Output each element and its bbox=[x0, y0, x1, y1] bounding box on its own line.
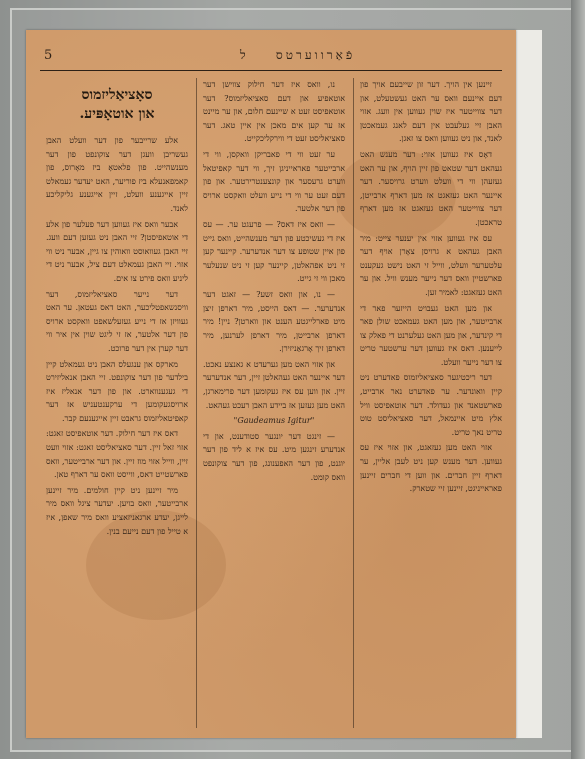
column-middle bbox=[196, 78, 345, 728]
column-left bbox=[40, 78, 188, 728]
page-number: 5 bbox=[44, 48, 53, 63]
paragraph: — נו, און וואס זשע? — זאגט דער אנדערער. — דאס הייסט, מיר דארפן זיצן מיט פארלייגטע הענט און ווארטן? ניין! מיר דארפן ארבייטן, מיר דארפן לערנען, מיר דארפן זיך אָרגאַניזירן. bbox=[203, 289, 345, 354]
paragraph: — וואס איז דאס? — פרעגט ער. — עס איז די געשיכטע פון דער מענשהייט, וואס גייט פון איין שטופע צו דער אנדערער. קיינער קען זי ניט אפהאלטן, קיינער קען זי ניט שנעלער מאכן ווי זי גייט. bbox=[203, 219, 345, 284]
paragraph: דאָס איז געווען אזוי: דער מענש האט געהאט דער שטאט פון זיין הויף, און ער האט געזעהן ווי די וועלט ווערט גרויסער. דער איינער האט געזאגט אז מען דארף ארבייטן, דער צווייטער האט געזאגט אז מען דארף טראכטן. bbox=[360, 149, 502, 227]
running-title bbox=[240, 48, 355, 63]
article-title bbox=[46, 86, 188, 124]
latin-quote: "Gaudeamus Igitur" bbox=[233, 416, 315, 426]
page-header bbox=[40, 40, 502, 71]
paragraph: מיר זיינען ניט קיין חולמים. מיר זיינען ארבייטער, וואס בויען. יעדער ציגל וואס מיר לייגן, יעדע ארגאניזאציע וואס מיר שאפן, איז א טייל פון דעם נייעם בנין. bbox=[46, 485, 188, 536]
paragraph: — זינגט דער יונגער סטודענט, און די אנדערע זינגען מיט. עס איז א ליד פון דער יוגנט, פון דער האפענונג, פון דער צוקונפט וואס קומט. bbox=[203, 431, 345, 482]
paragraph: זיינען אין הויך. דער זון שייבעם אויך פון דעם איינעם וואס ער האט געשטעלט, און דער צווייטער איז שוין געווען אין וועג. אזוי האבן זיי געלעבט אין דעם לאנג געמאכטן לאנד, און ניט געווען וואס צו זאגן. bbox=[360, 80, 502, 144]
paragraph: דער ריכטיגער סאציאליזמוס פאדערט ניט קיין וואונדער. ער פאדערט נאר ארבייט, פארשטאנד און געדולד. דער אוטאפיסט וויל אלץ מיט איינמאל, דער סאציאליסט טוט טריט נאך טריט. bbox=[360, 373, 502, 437]
text-columns bbox=[40, 78, 502, 728]
paragraph: אבער וואס איז געווען דער פעלער פון אלע די אוטאפיסטן? זיי האבן ניט געזען דעם וועג. זיי האבן געוואוסט וואוהין צו גיין, אבער ניט ווי אזוי. זיי האבן געמאלט דעם ציל, אבער ניט די ליניע וואס פירט צו אים. bbox=[46, 219, 188, 283]
paragraph: אזוי האט מען געזאגט, און אזוי איז עס געווען. דער מענש קען ניט לעבן אליין, ער דארף זיין חברים. און ווען די חברים זיינען פאראייניגט, זיינען זיי שטארק. bbox=[360, 443, 502, 494]
paragraph: און מען האט געבויט הייזער פאר די ארבייטער, און מען האט געמאכט שולן פאר די קינדער, און מען האט געלערנט די פאלק צו לייענען. דאס איז געווען דער ערשטער טריט צו דער נייער וועלט. bbox=[360, 303, 502, 367]
paragraph: דאס איז דער חילוק. דער אוטאפיסט זאגט: אזוי זאל זיין. דער סאציאליסט זאגט: אזוי וועט זיין, ווייל אזוי מוז זיין. און דער ארבייטער, וואס פארשטייט דאס, ווייסט וואס ער דארף טאן. bbox=[46, 429, 188, 480]
running-title-text: פֿאַרווערטס bbox=[275, 48, 356, 62]
paragraph: נו, וואס איז דער חילוק צווישן דער אוטאפיע און דעם סאציאליזמוס? דער אוטאפיסט זעט א שיינעם חלום, און ער מיינט אז ער קען אים מאכן אין איין טאג. דער סאציאליסט זעט די ווירקליכקייט. bbox=[203, 80, 345, 144]
glass-plate-edge bbox=[571, 0, 585, 759]
paragraph: ער זעט ווי די פאבריקן וואקסן, ווי די ארבייטער פאראייניגן זיך, ווי דער קאפיטאל ווערט גרעסער און קונצענטרירטער. און פון דעם זעט ער ווי די נייע וועלט וואקסט ארויס פון דער אלטער. bbox=[203, 149, 345, 214]
paragraph: דער נייער סאציאליזמוס, דער וויסנשאפטליכער, האט דאס געטאן. ער האט געוויזן אז די נייע געזעלשאפט וואקסט ארויס פון דער אלטער, אז זי ליגט שוין אין איר ווי דער קערן אין דער פרוכט. bbox=[46, 289, 188, 353]
newspaper-page bbox=[26, 30, 516, 738]
column-right bbox=[353, 78, 502, 728]
paragraph: און אזוי האט מען גערעדט א גאנצע נאכט. דער איינער האט געהאלטן זיין, דער אנדערער זיין. און ווען עס איז געקומען דער פרימארגן, האט מען געזען אז ביידע האבן רעכט געהאט. bbox=[203, 359, 345, 410]
column-marker: ל bbox=[240, 48, 249, 62]
article-title-line1: סאָציאַליזמוס bbox=[81, 87, 153, 103]
article-title-line2: און אוטאָפּיע. bbox=[79, 106, 155, 122]
paragraph: עס איז געווען אזוי אין יענער צייט: מיר האבן געהאט א גרויסן צאָרן אויף דער עלטערער וועלט, ווייל זי האט נישט געקענט פארשטיין וואס דער נייער מענש וויל. און ער האט געזאגט: לאמיר זען. bbox=[360, 233, 502, 297]
paragraph: אלע שרייבער פון דער וועלט האבן געשריבן וועגן דער צוקונפט פון דער מענשהייט. פון פלאטאָ ביז מאָרוס, פון קאמפאנעלא ביז פוריער, האט יעדער געמאלט זיין אייגענע וועלט, זיין אייגענע גליקליכע לאנד. bbox=[46, 136, 188, 213]
paragraph: מארקס און ענגעלס האבן ניט געמאלט קיין בילדער פון דער צוקונפט. זיי האבן אנאליזירט די געגענווארט. און פון דער אנאליז איז ארויסגעקומען די ערקענטעניש אז דער קאפיטאליזמוס גראבט זיין אייגענעם קבר. bbox=[46, 359, 188, 423]
